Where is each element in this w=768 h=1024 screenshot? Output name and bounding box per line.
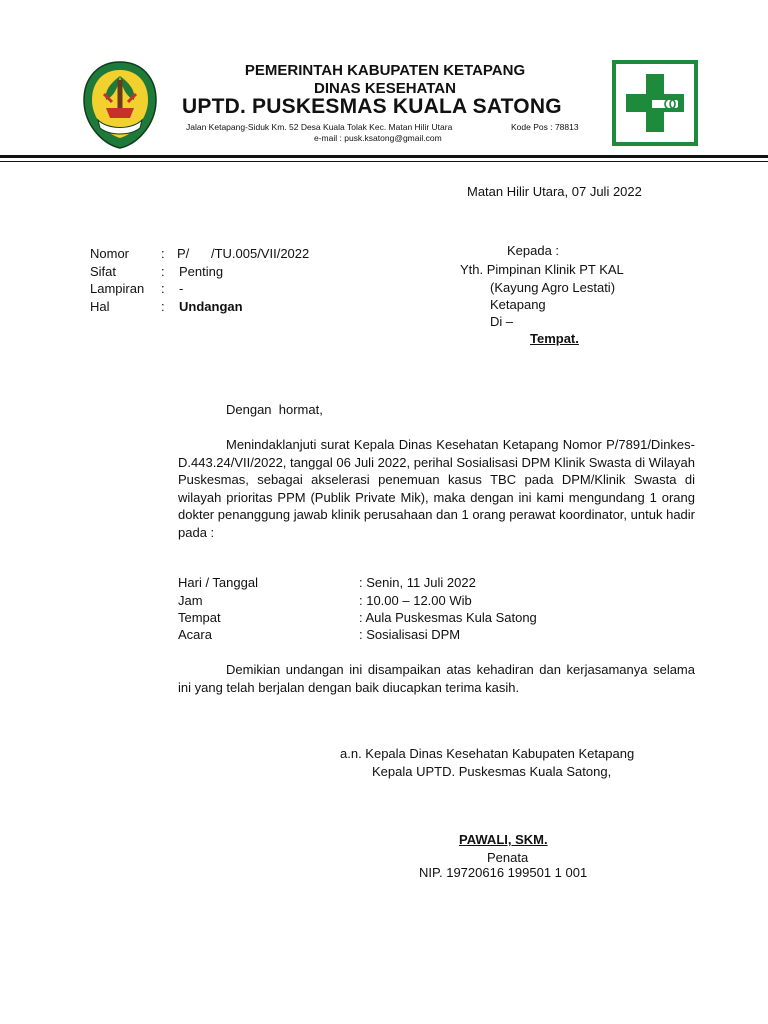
puskesmas-cross-icon xyxy=(612,60,698,146)
letterhead-line-1: PEMERINTAH KABUPATEN KETAPANG xyxy=(244,62,526,79)
recipient-yth: Yth. Pimpinan Klinik PT KAL xyxy=(460,262,624,277)
signature-name: PAWALI, SKM. xyxy=(459,832,548,847)
event-label-time: Jam xyxy=(178,593,203,608)
kabupaten-ketapang-emblem-icon xyxy=(82,60,158,150)
meta-value-nomor: P/ /TU.005/VII/2022 xyxy=(177,246,310,261)
letterhead-rule-thick xyxy=(0,155,768,158)
meta-sep-hal: : xyxy=(161,299,165,314)
place-date: Matan Hilir Utara, 07 Juli 2022 xyxy=(467,184,642,199)
meta-label-nomor: Nomor xyxy=(90,246,130,261)
event-value-place: : Aula Puskesmas Kula Satong xyxy=(359,610,537,625)
event-value-time: : 10.00 – 12.00 Wib xyxy=(359,593,472,608)
meta-sep-nomor: : xyxy=(161,246,165,261)
recipient-di: Di – xyxy=(490,314,514,329)
meta-value-lampiran: - xyxy=(179,281,184,296)
letterhead-line-2: DINAS KESEHATAN xyxy=(314,80,456,97)
meta-sep-lampiran: : xyxy=(161,281,165,296)
recipient-org: (Kayung Agro Lestati) xyxy=(490,280,616,295)
recipient-kepada: Kepada : xyxy=(507,243,560,258)
recipient-tempat: Tempat. xyxy=(530,331,579,346)
event-value-agenda: : Sosialisasi DPM xyxy=(359,627,461,642)
meta-value-hal: Undangan xyxy=(179,299,243,314)
letterhead-rule-thin xyxy=(0,161,768,162)
salutation: Dengan hormat, xyxy=(226,402,323,417)
closing-paragraph-text: Demikian undangan ini disampaikan atas kehadiran dan kerjasamanya selama ini yang telah berjalan dengan baik diucapkan terima kasih. xyxy=(178,662,695,695)
recipient-city: Ketapang xyxy=(490,297,546,312)
signature-nip: NIP. 19720616 199501 1 001 xyxy=(419,865,588,880)
event-label-date: Hari / Tanggal xyxy=(178,575,258,590)
signature-rank: Penata xyxy=(487,850,529,865)
letterhead-email: e-mail : pusk.ksatong@gmail.com xyxy=(314,133,442,143)
letterhead-postcode: Kode Pos : 78813 xyxy=(511,122,579,132)
signature-line-1: a.n. Kepala Dinas Kesehatan Kabupaten Ketapang xyxy=(340,746,635,761)
letterhead-title: UPTD. PUSKESMAS KUALA SATONG xyxy=(182,95,562,118)
meta-label-hal: Hal xyxy=(90,299,110,314)
meta-label-sifat: Sifat xyxy=(90,264,117,279)
signature-line-2: Kepala UPTD. Puskesmas Kuala Satong, xyxy=(372,764,612,779)
body-paragraph xyxy=(178,436,695,541)
closing-paragraph xyxy=(178,661,695,696)
event-label-agenda: Acara xyxy=(178,627,212,642)
letterhead-address: Jalan Ketapang-Siduk Km. 52 Desa Kuala Tolak Kec. Matan Hilir Utara xyxy=(186,122,453,132)
event-label-place: Tempat xyxy=(178,610,221,625)
event-value-date: : Senin, 11 Juli 2022 xyxy=(359,575,476,590)
meta-value-sifat: Penting xyxy=(179,264,224,279)
body-paragraph-text: Menindaklanjuti surat Kepala Dinas Kesehatan Ketapang Nomor P/7891/Dinkes-D.443.24/VII/2022, tanggal 06 Juli 2022, perihal Sosialisasi DPM Klinik Swasta di Wilayah Puskesmas, sebagai akselerasi penemuan kasus TBC pada DPM/Klinik Swasta di wilayah prioritas PPM (Publik Private Mik), maka dengan ini kami mengundang 1 orang dokter penanggung jawab klinik perusahaan dan 1 orang perawat koordinator, untuk hadir pada : xyxy=(178,437,695,540)
meta-label-lampiran: Lampiran xyxy=(90,281,145,296)
meta-sep-sifat: : xyxy=(161,264,165,279)
